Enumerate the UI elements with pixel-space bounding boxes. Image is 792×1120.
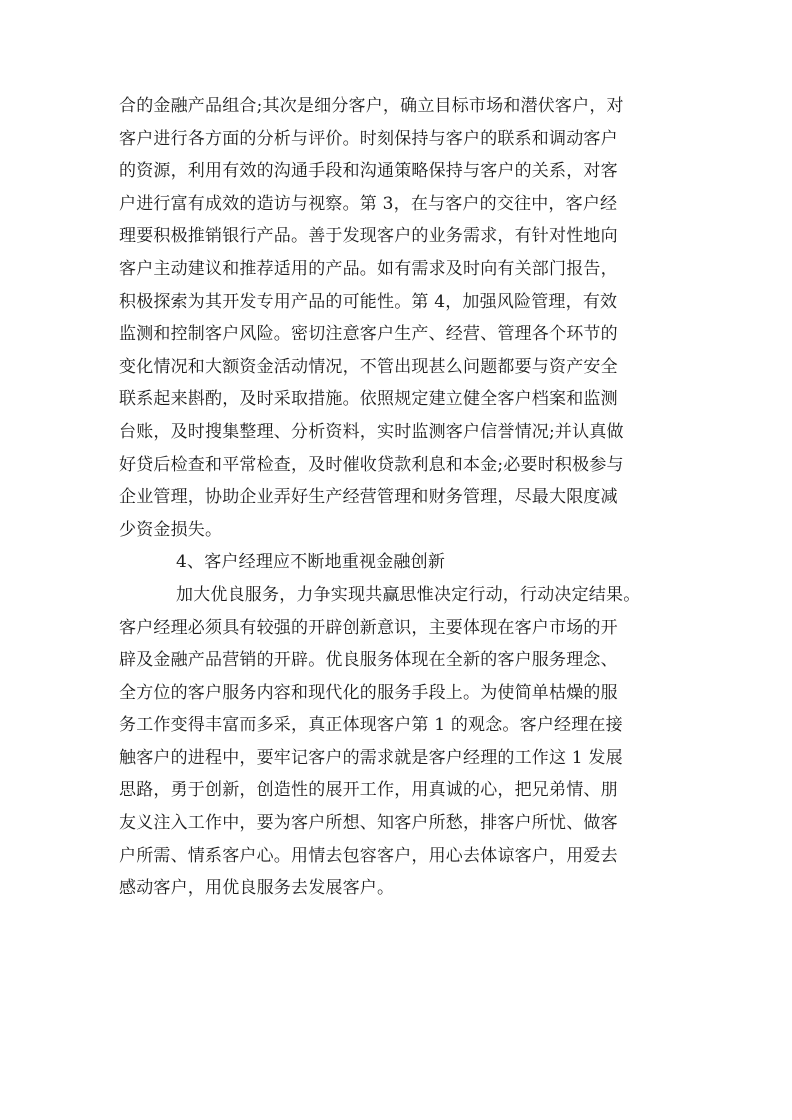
paragraph-line: 好贷后检查和平常检查，及时催收贷款利息和本金;必要时积极参与 [119, 454, 624, 475]
paragraph-line: 变化情况和大额资金活动情况，不管出现甚么问题都要与资产安全 [119, 356, 618, 377]
paragraph-line: 监测和控制客户风险。密切注意客户生产、经营、管理各个环节的 [119, 324, 618, 345]
paragraph-line: 台账，及时搜集整理、分析资料，实时监测客户信誉情况;并认真做 [119, 421, 624, 442]
paragraph-2 [119, 579, 679, 905]
paragraph-line: 友义注入工作中，要为客户所想、知客户所愁，排客户所忧、做客 [119, 813, 618, 834]
paragraph-line: 的资源，利用有效的沟通手段和沟通策略保持与客户的关系，对客 [119, 161, 618, 182]
paragraph-line: 务工作变得丰富而多采，真正体现客户第 1 的观念。客户经理在接 [119, 715, 623, 736]
paragraph-line: 合的金融产品组合;其次是细分客户，确立目标市场和潜伏客户，对 [119, 96, 624, 116]
paragraph-line: 户进行富有成效的造访与视察。第 3，在与客户的交往中，客户经 [119, 193, 618, 214]
paragraph-line: 客户主动建议和推荐适用的产品。如有需求及时向有关部门报告， [119, 258, 618, 279]
paragraph-line: 企业管理，协助企业弄好生产经营管理和财务管理，尽最大限度减 [119, 487, 618, 508]
document-body [119, 90, 679, 905]
paragraph-line: 思路，勇于创新，创造性的展开工作，用真诚的心，把兄弟情、朋 [119, 780, 618, 801]
paragraph-line: 辟及金融产品营销的开辟。优良服务体现在全新的客户服务理念、 [119, 650, 618, 671]
paragraph-line: 加大优良服务，力争实现共赢思惟决定行动，行动决定结果。 [176, 584, 641, 605]
paragraph-line: 感动客户，用优良服务去发展客户。 [119, 878, 395, 899]
paragraph-line: 积极探索为其开发专用产品的可能性。第 4，加强风险管理，有效 [119, 291, 618, 312]
paragraph-1 [119, 90, 679, 546]
section-heading: 4、客户经理应不断地重视金融创新 [176, 552, 446, 573]
paragraph-line: 联系起来斟酌，及时采取措施。依照规定建立健全客户档案和监测 [119, 389, 618, 410]
paragraph-line: 理要积极推销银行产品。善于发现客户的业务需求，有针对性地向 [119, 226, 618, 247]
paragraph-line: 触客户的进程中，要牢记客户的需求就是客户经理的工作这 1 发展 [119, 747, 623, 768]
paragraph-line: 全方位的客户服务内容和现代化的服务手段上。为使简单枯燥的服 [119, 682, 618, 703]
paragraph-line: 客户进行各方面的分析与评价。时刻保持与客户的联系和调动客户 [119, 128, 618, 149]
paragraph-line: 少资金损失。 [119, 519, 223, 540]
paragraph-line: 客户经理必须具有较强的开辟创新意识，主要体现在客户市场的开 [119, 617, 618, 638]
paragraph-line: 户所需、情系客户心。用情去包容客户，用心去体谅客户，用爱去 [119, 845, 618, 866]
